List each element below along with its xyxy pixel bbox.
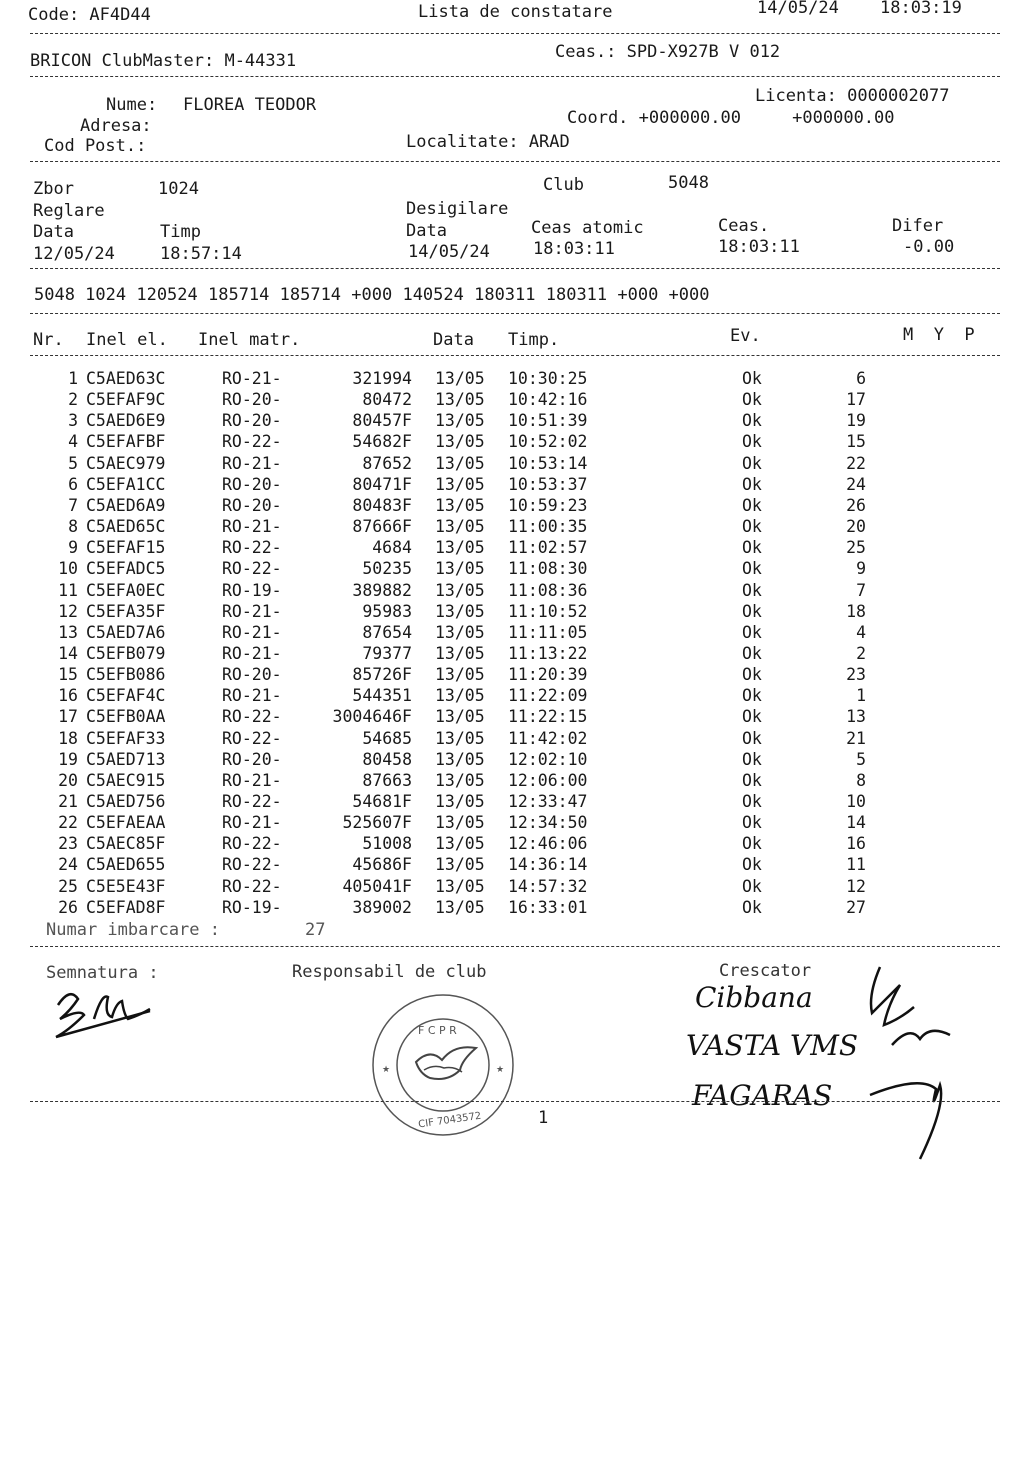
electronic-ring: C5AED756 [86, 792, 166, 811]
electronic-ring: C5AED655 [86, 855, 166, 875]
stamp-text-bottom: CIF 7043572 [417, 1110, 483, 1131]
print-date: 14/05/24 [757, 0, 839, 18]
position: 8 [856, 770, 866, 790]
ring-number: 87666F [352, 517, 412, 537]
des-date-label: Data [406, 221, 447, 241]
divider [30, 76, 1000, 77]
arrival-date: 13/05 [435, 495, 485, 515]
table-row [0, 665, 1024, 686]
event-status: Ok [742, 834, 762, 854]
arrival-time: 10:30:25 [508, 369, 588, 388]
event-status: Ok [742, 495, 762, 515]
reglare-label: Reglare [33, 201, 105, 221]
ring-prefix: RO-22- [222, 538, 282, 558]
arrival-date: 13/05 [435, 643, 485, 663]
row-number: 16 [58, 686, 78, 706]
position: 20 [846, 517, 866, 537]
position: 22 [846, 453, 866, 473]
electronic-ring: C5EFB0AA [86, 707, 166, 727]
arrival-time: 11:42:02 [508, 728, 588, 748]
row-number: 6 [68, 474, 78, 494]
electronic-ring: C5AED65C [86, 517, 166, 537]
position: 4 [856, 622, 866, 642]
arrival-date: 13/05 [435, 665, 485, 685]
position: 13 [846, 707, 866, 727]
breeder-label: Crescator [719, 961, 812, 981]
divider [30, 268, 1000, 269]
position: 18 [846, 601, 866, 621]
arrival-date: 13/05 [435, 538, 485, 558]
position: 15 [846, 432, 866, 452]
row-number: 26 [58, 897, 78, 917]
row-number: 4 [68, 432, 78, 452]
signature-label: Semnatura : [46, 963, 159, 983]
arrival-date: 13/05 [435, 897, 485, 917]
electronic-ring: C5E5E43F [86, 876, 166, 896]
arrival-date: 13/05 [435, 559, 485, 579]
position: 6 [856, 369, 866, 388]
table-row [0, 517, 1024, 538]
electronic-ring: C5AEC915 [86, 770, 166, 790]
ring-prefix: RO-20- [222, 411, 282, 431]
event-status: Ok [742, 538, 762, 558]
ring-number: 87652 [362, 453, 412, 473]
arrival-time: 10:42:16 [508, 390, 588, 410]
event-status: Ok [742, 517, 762, 537]
owner-name: FLOREA TEODOR [183, 95, 317, 115]
electronic-ring: C5AEC85F [86, 834, 166, 854]
row-number: 9 [68, 538, 78, 558]
arrival-time: 10:53:14 [508, 453, 588, 473]
page-number: 1 [538, 1108, 549, 1128]
table-row [0, 432, 1024, 453]
table-row [0, 390, 1024, 411]
event-status: Ok [742, 411, 762, 431]
event-status: Ok [742, 601, 762, 621]
electronic-ring: C5AEC979 [86, 453, 166, 473]
document-title: Lista de constatare [418, 2, 613, 22]
position: 14 [846, 813, 866, 833]
event-status: Ok [742, 559, 762, 579]
ring-prefix: RO-19- [222, 897, 282, 917]
position: 26 [846, 495, 866, 515]
arrival-date: 13/05 [435, 686, 485, 706]
ring-prefix: RO-19- [222, 580, 282, 600]
arrival-time: 12:33:47 [508, 792, 588, 811]
arrival-time: 11:08:30 [508, 559, 588, 579]
breeder-signature-mark [850, 955, 980, 1160]
atomic-clock-label: Ceas atomic [531, 218, 644, 238]
ring-number: 389002 [352, 897, 412, 917]
handwritten-line-1: Cibbana [695, 981, 813, 1014]
ring-number: 79377 [362, 643, 412, 663]
difference-value: -0.00 [903, 237, 955, 257]
divider [30, 1101, 1000, 1102]
ring-number: 544351 [352, 686, 412, 706]
boarding-count-label: Numar imbarcare : [46, 920, 220, 940]
table-row [0, 898, 1024, 919]
row-number: 15 [58, 665, 78, 685]
event-status: Ok [742, 728, 762, 748]
divider [30, 355, 1000, 356]
divider [30, 313, 1000, 314]
table-row [0, 729, 1024, 750]
ring-prefix: RO-22- [222, 792, 282, 811]
table-row [0, 644, 1024, 665]
ring-number: 80471F [352, 474, 412, 494]
flight-label: Zbor [33, 179, 74, 199]
ring-number: 525607F [342, 813, 412, 833]
ring-number: 80457F [352, 411, 412, 431]
event-status: Ok [742, 686, 762, 706]
table-row [0, 686, 1024, 707]
row-number: 25 [58, 876, 78, 896]
electronic-ring: C5EFAFBF [86, 432, 166, 452]
ring-prefix: RO-21- [222, 622, 282, 642]
atomic-clock-time: 18:03:11 [533, 239, 615, 259]
position: 23 [846, 665, 866, 685]
table-row [0, 538, 1024, 559]
ring-number: 87663 [362, 770, 412, 790]
table-row [0, 475, 1024, 496]
position: 24 [846, 474, 866, 494]
divider [30, 946, 1000, 947]
system-id: BRICON ClubMaster: M-44331 [30, 51, 297, 71]
col-myp: M Y P [903, 325, 975, 345]
signature-mark [50, 985, 170, 1045]
event-status: Ok [742, 453, 762, 473]
club-responsible-label: Responsabil de club [292, 962, 487, 982]
handwritten-line-3: FAGARAS [692, 1079, 833, 1112]
locality: Localitate: ARAD [406, 132, 570, 152]
event-status: Ok [742, 474, 762, 494]
electronic-ring: C5EFA1CC [86, 474, 166, 494]
arrival-time: 16:33:01 [508, 897, 588, 917]
ring-number: 405041F [342, 876, 412, 896]
ring-number: 50235 [362, 559, 412, 579]
event-status: Ok [742, 813, 762, 833]
electronic-ring: C5EFB086 [86, 665, 166, 685]
position: 7 [856, 580, 866, 600]
electronic-ring: C5AED63C [86, 369, 166, 388]
row-number: 10 [58, 559, 78, 579]
ring-prefix: RO-21- [222, 453, 282, 473]
row-number: 19 [58, 749, 78, 769]
row-number: 22 [58, 813, 78, 833]
arrival-date: 13/05 [435, 369, 485, 388]
name-label: Nume: [106, 95, 158, 115]
boarding-count: 27 [305, 920, 326, 940]
reg-time: 18:57:14 [160, 244, 242, 264]
ring-prefix: RO-22- [222, 559, 282, 579]
clock-time: 18:03:11 [718, 237, 800, 257]
position: 21 [846, 728, 866, 748]
ring-number: 54685 [362, 728, 412, 748]
ring-prefix: RO-21- [222, 813, 282, 833]
ring-number: 54682F [352, 432, 412, 452]
arrival-date: 13/05 [435, 432, 485, 452]
ring-number: 54681F [352, 792, 412, 811]
row-number: 3 [68, 411, 78, 431]
ring-number: 87654 [362, 622, 412, 642]
event-status: Ok [742, 580, 762, 600]
arrival-time: 11:00:35 [508, 517, 588, 537]
ring-number: 45686F [352, 855, 412, 875]
ring-prefix: RO-21- [222, 369, 282, 388]
club-stamp [368, 990, 518, 1140]
arrival-time: 12:02:10 [508, 749, 588, 769]
table-row [0, 454, 1024, 475]
position: 12 [846, 876, 866, 896]
electronic-ring: C5EFAF33 [86, 728, 166, 748]
table-row [0, 834, 1024, 855]
table-row [0, 877, 1024, 898]
position: 5 [856, 749, 866, 769]
event-status: Ok [742, 622, 762, 642]
ring-prefix: RO-20- [222, 390, 282, 410]
ring-prefix: RO-21- [222, 601, 282, 621]
arrival-time: 10:59:23 [508, 495, 588, 515]
license-number: Licenta: 0000002077 [755, 86, 950, 106]
arrival-date: 13/05 [435, 749, 485, 769]
event-status: Ok [742, 792, 762, 811]
row-number: 14 [58, 643, 78, 663]
arrival-time: 11:22:15 [508, 707, 588, 727]
club-number: 5048 [668, 173, 709, 193]
arrival-date: 13/05 [435, 517, 485, 537]
arrival-time: 10:51:39 [508, 411, 588, 431]
table-row [0, 411, 1024, 432]
arrival-date: 13/05 [435, 813, 485, 833]
print-time: 18:03:19 [880, 0, 962, 18]
desigilare-label: Desigilare [406, 199, 509, 219]
arrival-time: 11:13:22 [508, 643, 588, 663]
ring-prefix: RO-20- [222, 749, 282, 769]
ring-prefix: RO-22- [222, 707, 282, 727]
col-inel-matr: Inel matr. [198, 330, 301, 350]
ring-number: 51008 [362, 834, 412, 854]
electronic-ring: C5EFAEAA [86, 813, 166, 833]
col-inel-el: Inel el. [86, 330, 168, 350]
position: 17 [846, 390, 866, 410]
ring-prefix: RO-22- [222, 432, 282, 452]
arrival-date: 13/05 [435, 707, 485, 727]
reg-date-label: Data [33, 222, 74, 242]
ring-number: 80458 [362, 749, 412, 769]
row-number: 1 [68, 369, 78, 388]
table-row [0, 623, 1024, 644]
event-status: Ok [742, 707, 762, 727]
ring-number: 80483F [352, 495, 412, 515]
clock-id: Ceas.: SPD-X927B V 012 [555, 42, 781, 62]
arrival-date: 13/05 [435, 622, 485, 642]
table-row [0, 771, 1024, 792]
address-label: Adresa: [80, 116, 152, 136]
ring-prefix: RO-21- [222, 517, 282, 537]
arrival-time: 10:53:37 [508, 474, 588, 494]
summary-line: 5048 1024 120524 185714 185714 +000 140524 180311 180311 +000 +000 [34, 285, 710, 305]
position: 1 [856, 686, 866, 706]
arrival-time: 11:10:52 [508, 601, 588, 621]
divider [30, 161, 1000, 162]
arrival-time: 14:36:14 [508, 855, 588, 875]
table-row [0, 602, 1024, 623]
event-status: Ok [742, 749, 762, 769]
electronic-ring: C5EFB079 [86, 643, 166, 663]
table-row [0, 750, 1024, 771]
postal-code-label: Cod Post.: [44, 136, 147, 156]
position: 11 [846, 855, 866, 875]
event-status: Ok [742, 432, 762, 452]
arrival-date: 13/05 [435, 390, 485, 410]
arrival-date: 13/05 [435, 580, 485, 600]
stamp-text-top: F C P R [418, 1024, 457, 1037]
reg-time-label: Timp [160, 222, 201, 242]
row-number: 20 [58, 770, 78, 790]
electronic-ring: C5EFAD8F [86, 897, 166, 917]
electronic-ring: C5EFAF15 [86, 538, 166, 558]
col-data: Data [433, 330, 474, 350]
arrival-date: 13/05 [435, 770, 485, 790]
arrival-date: 13/05 [435, 855, 485, 875]
handwritten-line-2: VASTA VMS [686, 1029, 859, 1062]
ring-prefix: RO-22- [222, 876, 282, 896]
electronic-ring: C5AED6E9 [86, 411, 166, 431]
svg-text:★: ★ [496, 1065, 505, 1075]
ring-prefix: RO-21- [222, 770, 282, 790]
coordinates: Coord. +000000.00 +000000.00 [567, 108, 895, 128]
arrival-date: 13/05 [435, 411, 485, 431]
position: 19 [846, 411, 866, 431]
row-number: 2 [68, 390, 78, 410]
event-status: Ok [742, 643, 762, 663]
arrival-date: 13/05 [435, 601, 485, 621]
arrival-date: 13/05 [435, 453, 485, 473]
clock-label: Ceas. [718, 216, 770, 236]
arrival-time: 12:46:06 [508, 834, 588, 854]
ring-number: 95983 [362, 601, 412, 621]
des-date: 14/05/24 [408, 242, 490, 262]
position: 10 [846, 792, 866, 811]
position: 16 [846, 834, 866, 854]
arrival-date: 13/05 [435, 876, 485, 896]
event-status: Ok [742, 855, 762, 875]
col-ev: Ev. [730, 326, 761, 346]
row-number: 23 [58, 834, 78, 854]
row-number: 12 [58, 601, 78, 621]
ring-prefix: RO-20- [222, 474, 282, 494]
event-status: Ok [742, 876, 762, 896]
row-number: 5 [68, 453, 78, 473]
ring-prefix: RO-22- [222, 855, 282, 875]
arrival-time: 10:52:02 [508, 432, 588, 452]
row-number: 18 [58, 728, 78, 748]
table-row [0, 707, 1024, 728]
electronic-ring: C5EFA0EC [86, 580, 166, 600]
arrival-time: 14:57:32 [508, 876, 588, 896]
table-row [0, 792, 1024, 813]
club-label: Club [543, 175, 584, 195]
electronic-ring: C5AED6A9 [86, 495, 166, 515]
electronic-ring: C5AED713 [86, 749, 166, 769]
row-number: 17 [58, 707, 78, 727]
table-row [0, 581, 1024, 602]
table-row [0, 559, 1024, 580]
event-status: Ok [742, 897, 762, 917]
arrival-time: 11:22:09 [508, 686, 588, 706]
event-status: Ok [742, 665, 762, 685]
ring-number: 80472 [362, 390, 412, 410]
table-row [0, 369, 1024, 390]
arrival-time: 11:02:57 [508, 538, 588, 558]
difference-label: Difer [892, 216, 944, 236]
ring-prefix: RO-20- [222, 495, 282, 515]
row-number: 21 [58, 792, 78, 811]
position: 27 [846, 897, 866, 917]
row-number: 7 [68, 495, 78, 515]
ring-prefix: RO-21- [222, 643, 282, 663]
ring-prefix: RO-22- [222, 728, 282, 748]
code-label: Code: AF4D44 [28, 5, 151, 25]
event-status: Ok [742, 369, 762, 388]
divider [30, 33, 1000, 34]
reg-date: 12/05/24 [33, 244, 115, 264]
ring-prefix: RO-22- [222, 834, 282, 854]
table-row [0, 813, 1024, 834]
arrival-time: 12:06:00 [508, 770, 588, 790]
position: 9 [856, 559, 866, 579]
arrival-date: 13/05 [435, 792, 485, 811]
electronic-ring: C5EFAF4C [86, 686, 166, 706]
svg-text:★: ★ [382, 1065, 391, 1075]
row-number: 11 [58, 580, 78, 600]
ring-number: 321994 [352, 369, 412, 388]
event-status: Ok [742, 390, 762, 410]
row-number: 8 [68, 517, 78, 537]
electronic-ring: C5EFA35F [86, 601, 166, 621]
event-status: Ok [742, 770, 762, 790]
row-number: 24 [58, 855, 78, 875]
col-timp: Timp. [508, 330, 560, 350]
arrival-date: 13/05 [435, 834, 485, 854]
ring-number: 3004646F [332, 707, 412, 727]
position: 25 [846, 538, 866, 558]
ring-prefix: RO-21- [222, 686, 282, 706]
electronic-ring: C5AED7A6 [86, 622, 166, 642]
electronic-ring: C5EFAF9C [86, 390, 166, 410]
arrival-time: 11:20:39 [508, 665, 588, 685]
position: 2 [856, 643, 866, 663]
ring-number: 4684 [372, 538, 412, 558]
arrival-date: 13/05 [435, 728, 485, 748]
flight-number: 1024 [158, 179, 199, 199]
ring-prefix: RO-20- [222, 665, 282, 685]
arrival-time: 12:34:50 [508, 813, 588, 833]
arrival-date: 13/05 [435, 474, 485, 494]
arrival-time: 11:08:36 [508, 580, 588, 600]
ring-number: 85726F [352, 665, 412, 685]
table-row [0, 855, 1024, 876]
col-nr: Nr. [33, 330, 64, 350]
ring-number: 389882 [352, 580, 412, 600]
row-number: 13 [58, 622, 78, 642]
arrival-time: 11:11:05 [508, 622, 588, 642]
table-row [0, 496, 1024, 517]
electronic-ring: C5EFADC5 [86, 559, 166, 579]
